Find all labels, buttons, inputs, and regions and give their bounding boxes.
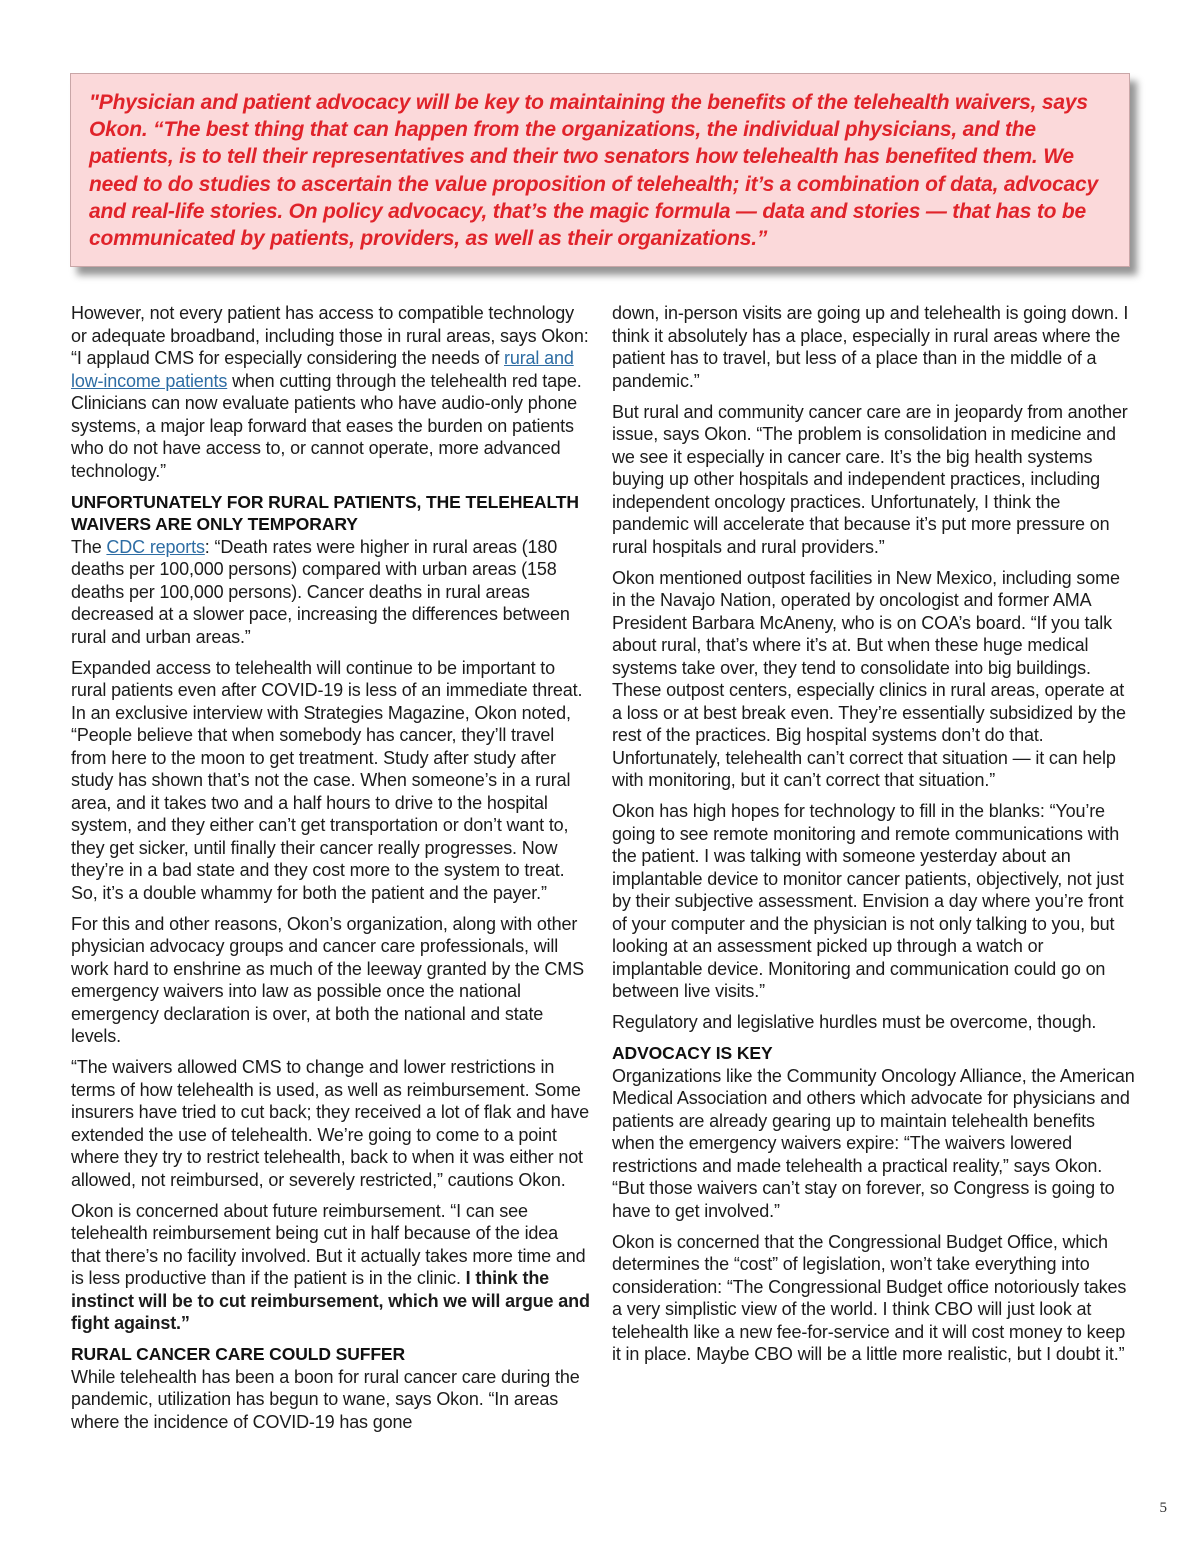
paragraph: Okon is concerned about future reimbursement. “I can see telehealth reimbursement being cut in half because of the idea that there’s no facility involved. But it actually takes more time and is less productive than if the patient is in the clinic. I think the instinct will be to cut reimbursement, which we will argue and fight against.” xyxy=(71,1200,590,1333)
bold-quote: I think the instinct will be to cut reimbursement, which we will argue and fight against.” xyxy=(71,1268,590,1333)
right-column xyxy=(612,302,1137,1374)
paragraph: While telehealth has been a boon for rural cancer care during the pandemic, utilization has begun to wane, says Okon. “In areas where the incidence of COVID-19 has gone xyxy=(71,1366,580,1432)
cdc-reports-link[interactable]: CDC reports xyxy=(106,536,205,557)
rural-low-income-patients-link[interactable]: rural and low-income patients xyxy=(71,348,574,391)
paragraph: For this and other reasons, Okon’s organization, along with other physician advocacy groups and cancer care professionals, will work hard to enshrine as much of the leeway granted by the CMS emergency waivers into law as possible once the national emergency declaration is over, at both the national and state levels. xyxy=(71,913,584,1046)
paragraph: “The waivers allowed CMS to change and lower restrictions in terms of how telehealth is used, as well as reimbursement. Some insurers have tried to cut back; they received a lot of flak and have extended the use of telehealth. We’re going to come to a point where they try to restrict telehealth, back to when it was either not allowed, not reimbursed, or severely restricted,” cautions Okon. xyxy=(71,1057,589,1190)
paragraph: The CDC reports: “Death rates were higher in rural areas (180 deaths per 100,000 persons) compared with urban areas (158 deaths per 100,000 persons). Cancer deaths in rural areas decreased at a slower pace, increasing the differences between rural and urban areas.” xyxy=(71,536,570,647)
paragraph: Expanded access to telehealth will continue to be important to rural patients even after COVID-19 is less of an immediate threat. In an exclusive interview with Strategies Magazine, Okon noted, “People believe that when somebody has cancer, they’ll travel from here to the moon to get treatment. Study after study after study has shown that’s not the case. When someone’s in a rural area, and it takes two and a half hours to drive to the hospital system, and they either can’t get transportation or don’t want to, they get sicker, until finally their cancer really progresses. Now they’re in a bad state and they cost more to the system to treat. So, it’s a double whammy for both the patient and the payer.” xyxy=(71,657,583,903)
section-heading-rural-cancer-care: RURAL CANCER CARE COULD SUFFER xyxy=(71,1344,406,1364)
paragraph: Okon mentioned outpost facilities in New Mexico, including some in the Navajo Nation, operated by oncologist and former AMA President Barbara McAneny, who is on COA’s board. “If you talk about rural, that’s where it’s at. But when these huge medical systems take over, they tend to consolidate into big buildings. These outpost centers, especially clinics in rural areas, operate at a loss or at best break even. They’re essentially subsidized by the rest of the practices. Big hospital systems don’t do that. Unfortunately, telehealth can’t correct that situation — it can help with monitoring, but it can’t correct that situation.” xyxy=(612,567,1126,790)
paragraph: Organizations like the Community Oncology Alliance, the American Medical Association and others which advocate for physicians and patients are already gearing up to maintain telehealth benefits when the emergency waivers expire: “The waivers lowered restrictions and made telehealth a practical reality,” says Okon. “But those waivers can’t stay on forever, so Congress is going to have to get involved.” xyxy=(612,1065,1135,1221)
paragraph: Regulatory and legislative hurdles must be overcome, though. xyxy=(612,1012,1097,1032)
paragraph: down, in-person visits are going up and telehealth is going down. I think it absolutely has a place, especially in rural areas where the patient has to travel, but less of a place than in the middle of a pandemic.” xyxy=(612,303,1129,391)
pull-quote-box xyxy=(70,73,1130,267)
paragraph: However, not every patient has access to compatible technology or adequate broadband, including those in rural areas, says Okon: “I applaud CMS for especially considering the needs of rural and low-income patients when cutting through the telehealth red tape. Clinicians can now evaluate patients who have audio-only phone systems, a major leap forward that eases the burden on patients who do not have access to, or cannot operate, more advanced technology.” xyxy=(71,303,589,481)
paragraph: But rural and community cancer care are in jeopardy from another issue, says Okon. “The problem is consolidation in medicine and we see it especially in cancer care. It’s the big health systems buying up other hospitals and independent practices, including independent oncology practices. Unfortunately, I think the pandemic will accelerate that because it’s put more pressure on rural hospitals and rural providers.” xyxy=(612,401,1128,557)
paragraph: Okon is concerned that the Congressional Budget Office, which determines the “cost” of legislation, won’t take everything into consideration: “The Congressional Budget office notoriously takes a very simplistic view of the world. I think CBO will just look at telehealth like a new fee-for-service and it will cost money to keep it in place. Maybe CBO will be a little more realistic, but I doubt it.” xyxy=(612,1231,1127,1364)
section-heading-waivers-temporary: UNFORTUNATELY FOR RURAL PATIENTS, THE TELEHEALTH WAIVERS ARE ONLY TEMPORARY xyxy=(71,491,579,534)
section-heading-advocacy: ADVOCACY IS KEY xyxy=(612,1043,773,1063)
page-number: 5 xyxy=(1159,1500,1167,1516)
paragraph: Okon has high hopes for technology to fill in the blanks: “You’re going to see remote monitoring and remote communications with the patient. I was talking with someone yesterday about an implantable device to monitor cancer patients, objectively, not just by their subjective assessment. Envision a day where you’re front of your computer and the physician is not only talking to you, but looking at an assessment picked up through a watch or implantable device. Monitoring and communication could go on between live visits.” xyxy=(612,801,1124,1001)
pull-quote-text: "Physician and patient advocacy will be key to maintaining the benefits of the telehealth waivers, says Okon. “The best thing that can happen from the organizations, the individual physicians, and the patients, is to tell their representatives and their two senators how telehealth has benefited them. We need to do studies to ascertain the value proposition of telehealth; it’s a combination of data, advocacy and real-life stories. On policy advocacy, that’s the magic formula — data and stories — that has to be communicated by patients, providers, as well as their organizations.” xyxy=(89,91,1098,251)
left-column xyxy=(71,302,591,1442)
